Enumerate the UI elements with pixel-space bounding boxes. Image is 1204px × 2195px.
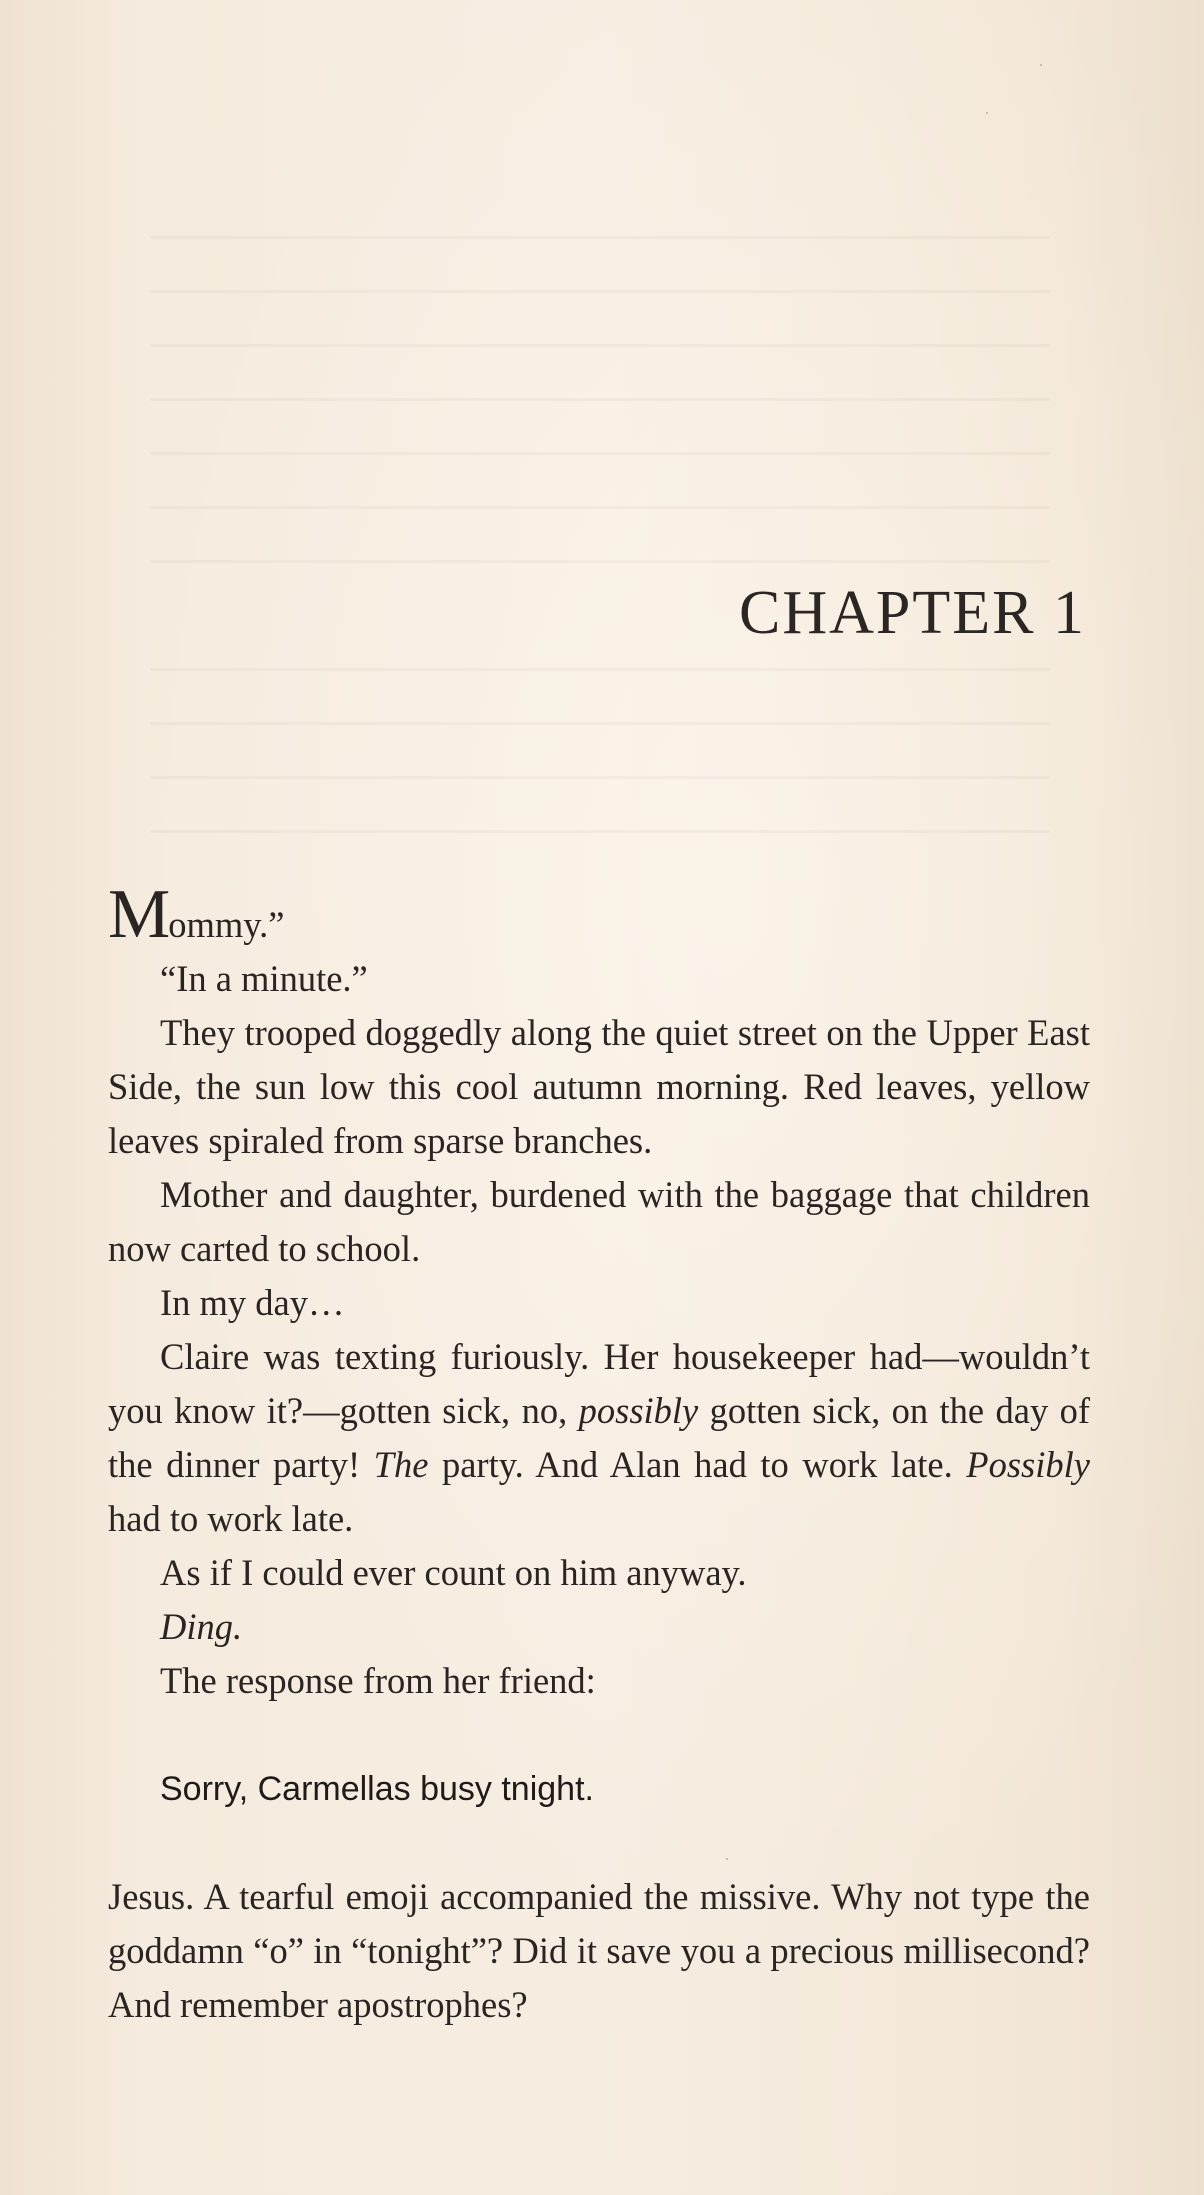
paragraph: They trooped doggedly along the quiet street on the Upper East Side, the sun low this cool autumn morning. Red leaves, yellow leaves spiraled from sparse branches. xyxy=(108,1012,1090,1161)
bleed-through-line xyxy=(150,398,1050,401)
bleed-through-line xyxy=(150,668,1050,671)
paper-speck xyxy=(986,112,988,114)
bleed-through-line xyxy=(150,290,1050,293)
bleed-through-line xyxy=(150,722,1050,725)
text-message: Sorry, Carmellas busy tnight. xyxy=(160,1770,594,1808)
text-run: gotten sick, on the day of the dinner party! xyxy=(108,1390,1090,1485)
bleed-through-line xyxy=(150,830,1050,833)
chapter-title: CHAPTER 1 xyxy=(739,579,1086,647)
text-run: Claire was texting furiously. Her housekeeper had—wouldn’t you know it?—gotten sick, no, xyxy=(108,1336,1090,1431)
bleed-through-line xyxy=(150,344,1050,347)
bleed-through-line xyxy=(150,236,1050,239)
paragraph xyxy=(108,876,1090,953)
paragraph: In my day… xyxy=(160,1282,345,1323)
paragraph: Jesus. A tearful emoji accompanied the missive. Why not type the goddamn “o” in “tonight”? Did it save you a precious millisecond? And remember apostrophes? xyxy=(108,1876,1090,2025)
italic-run: possibly xyxy=(578,1390,699,1431)
text-run: party. And Alan had to work late. xyxy=(428,1444,967,1485)
paragraph-text: ommy.” xyxy=(168,904,285,945)
paragraph xyxy=(108,1330,1090,1546)
paragraph: “In a minute.” xyxy=(160,958,368,999)
bleed-through-line xyxy=(150,452,1050,455)
paragraph: As if I could ever count on him anyway. xyxy=(160,1552,747,1593)
bleed-through-line xyxy=(150,776,1050,779)
drop-cap: M xyxy=(108,876,169,953)
bleed-through-line xyxy=(150,506,1050,509)
text-run: had to work late. xyxy=(108,1498,354,1539)
italic-run: The xyxy=(373,1444,429,1485)
italic-run: Ding. xyxy=(160,1606,243,1647)
paragraph: Mother and daughter, burdened with the baggage that children now carted to school. xyxy=(108,1174,1090,1269)
bleed-through-line xyxy=(150,560,1050,563)
paper-speck xyxy=(1040,64,1042,66)
chapter-body xyxy=(108,876,1090,2032)
paragraph: The response from her friend: xyxy=(160,1660,596,1701)
paragraph xyxy=(108,1600,1090,1654)
italic-run: Possibly xyxy=(966,1444,1090,1485)
